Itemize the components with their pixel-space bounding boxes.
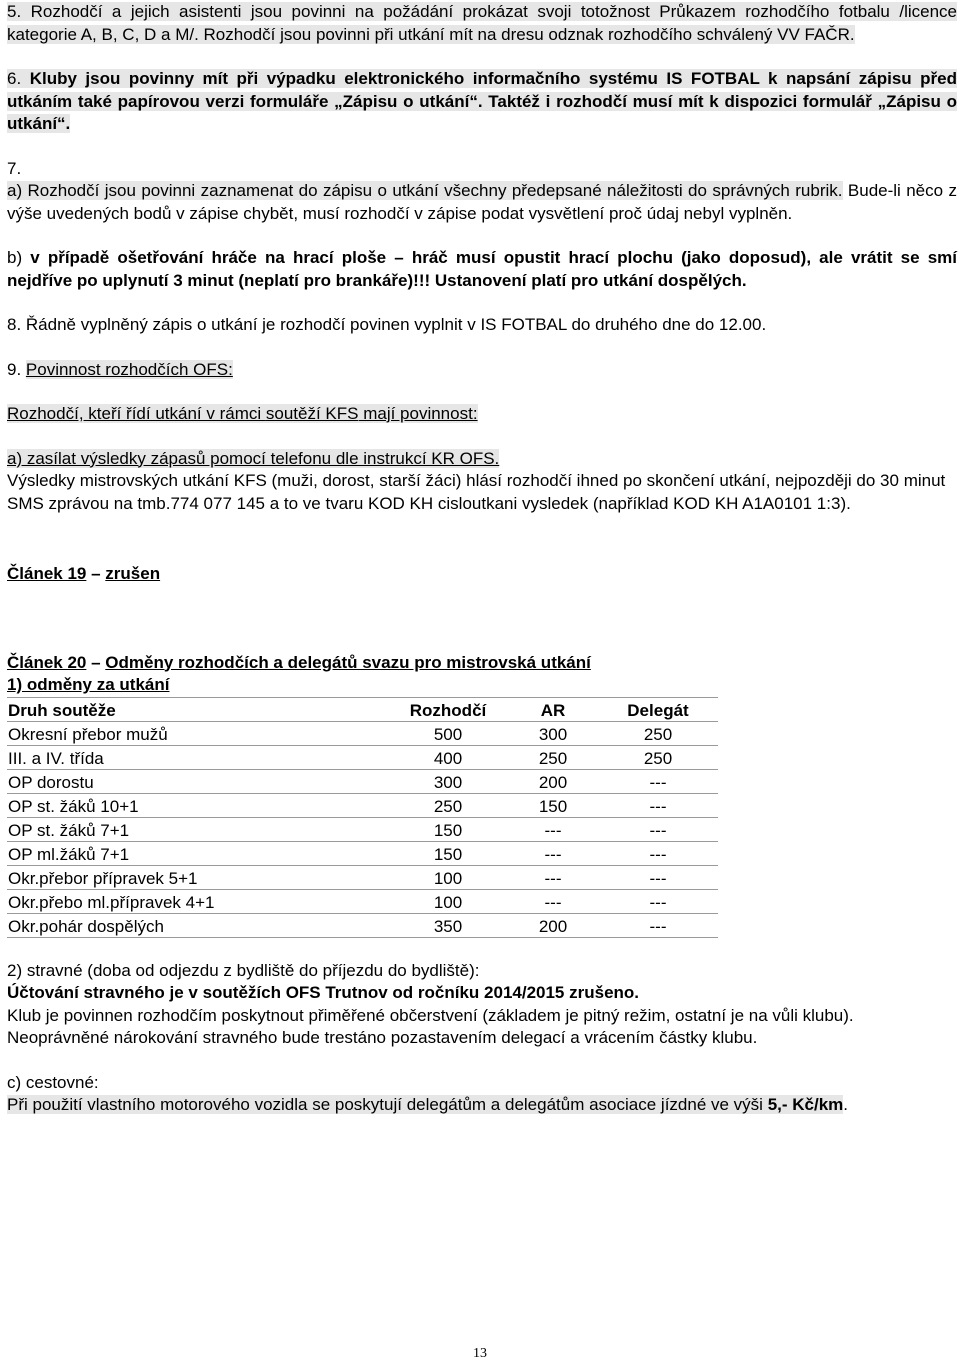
table-cell: --- (598, 817, 718, 841)
page-number: 13 (473, 1346, 487, 1361)
stravne-title: 2) stravné (doba od odjezdu z bydliště do příjezdu do bydliště): (7, 960, 480, 980)
table-cell: 500 (388, 721, 508, 745)
table-cell: 300 (388, 769, 508, 793)
spacer (7, 225, 957, 247)
spacer (7, 46, 957, 68)
spacer (7, 586, 957, 652)
table-cell: --- (598, 841, 718, 865)
table-row (7, 817, 718, 841)
item-7a-text: a) Rozhodčí jsou povinni zaznamenat do zápisu o utkání všechny předepsané náležitosti do správných rubrik. (7, 181, 843, 200)
item-5-text: 5. Rozhodčí a jejich asistenti jsou povinni na požádání prokázat svoji totožnost Průkazem rozhodčího fotbalu /licence kategorie A, B, C, D a M/. Rozhodčí jsou povinni při utkání mít na dresu odznak rozhodčího schválený VV FAČR. (7, 2, 957, 44)
item-9-point-a: a) zasílat výsledky zápasů pomocí telefonu dle instrukcí KR OFS. (7, 448, 500, 468)
item-9-line1-b: soutěží KFS (265, 404, 359, 423)
table-cell: 200 (508, 913, 598, 937)
table-cell: OP st. žáků 10+1 (7, 793, 388, 817)
table-header-cell: Druh soutěže (7, 697, 388, 721)
table-cell: Okr.přebor přípravek 5+1 (7, 865, 388, 889)
spacer (7, 515, 957, 563)
table-cell: Okresní přebor mužů (7, 721, 388, 745)
spacer (7, 292, 957, 314)
table-cell: --- (598, 913, 718, 937)
paragraph-item-8: 8. Řádně vyplněný zápis o utkání je rozhodčí povinen vyplnit v IS FOTBAL do druhého dne do 12.00. (7, 315, 767, 334)
table-cell: --- (598, 889, 718, 913)
rewards-table (7, 697, 718, 938)
article-20-title: Odměny rozhodčích a delegátů svazu pro mistrovská utkání (105, 652, 591, 672)
table-cell: --- (508, 865, 598, 889)
item-7b-bold-text: v případě ošetřování hráče na hrací ploše – hráč musí opustit hrací plochu (jako doposud), ale vrátit se smí nejdříve po uplynutí 3 minut (neplatí pro brankáře)!!! Ustanovení platí pro utkání dospělých. (7, 248, 957, 290)
table-cell: 100 (388, 889, 508, 913)
table-cell: 250 (598, 745, 718, 769)
table-header-cell: AR (508, 697, 598, 721)
table-cell: --- (598, 769, 718, 793)
table-cell: 250 (598, 721, 718, 745)
table-cell: OP ml.žáků 7+1 (7, 841, 388, 865)
table-cell: --- (598, 793, 718, 817)
spacer (7, 381, 957, 403)
item-7b-prefix: b) (7, 248, 31, 267)
table-cell: 150 (388, 841, 508, 865)
table-row (7, 793, 718, 817)
table-cell: 200 (508, 769, 598, 793)
cestovne-end: . (843, 1095, 849, 1114)
paragraph-item-6 (7, 68, 957, 136)
table-cell: 350 (388, 913, 508, 937)
table-cell: 250 (508, 745, 598, 769)
table-cell: 150 (508, 793, 598, 817)
table-cell: III. a IV. třída (7, 745, 388, 769)
item-7-number: 7. (7, 158, 22, 178)
item-6-text-a: Kluby jsou povinny mít při výpadku elektronického informačního systému IS FOTBAL k napsání zápisu před utkáním také papírovou verzi formuláře „Zápisu o utkání“. (7, 69, 957, 111)
item-9-number: 9. (7, 359, 26, 379)
stravne-paragraph-1: Klub je povinnen rozhodčím poskytnout přiměřené občerstvení (základem je pitný režim, ostatní je na vůli klubu). (7, 1005, 854, 1025)
paragraph-item-9-body: Výsledky mistrovských utkání KFS (muži, dorost, starší žáci) hlásí rozhodčí ihned po skončení utkání, nejpozději do 30 minut SMS zprávou na tmb.774 077 145 a to ve tvaru KOD KH cisloutkani vysledek (například KOD KH A1A0101 1:3). (7, 471, 946, 513)
item-9-title: Povinnost rozhodčích OFS: (25, 359, 233, 379)
table-row (7, 841, 718, 865)
table-cell: 400 (388, 745, 508, 769)
spacer (7, 938, 957, 960)
paragraph-item-9-line1 (7, 403, 957, 426)
table-cell: Okr.přebo ml.přípravek 4+1 (7, 889, 388, 913)
article-20-subheading (7, 674, 957, 697)
table-cell: Okr.pohár dospělých (7, 913, 388, 937)
paragraph-item-5 (7, 1, 957, 46)
table-cell: 100 (388, 865, 508, 889)
table-cell: 150 (388, 817, 508, 841)
item-6-number: 6. (7, 69, 30, 88)
table-cell: --- (508, 817, 598, 841)
table-cell: --- (508, 889, 598, 913)
item-9-line1-a: Rozhodčí, kteří řídí utkání v rámci (7, 404, 266, 423)
item-7a-text-2: Bude-li něco z výše uvedených bodů v zápise chybět, musí rozhodčí v zápise podat vysvětlení proč údaj nebyl vyplněn. (7, 181, 958, 223)
article-20-heading (7, 652, 957, 675)
table-row (7, 721, 718, 745)
table-cell: --- (508, 841, 598, 865)
table-cell: OP st. žáků 7+1 (7, 817, 388, 841)
spacer (7, 1050, 957, 1072)
table-row (7, 769, 718, 793)
spacer (7, 426, 957, 448)
paragraph-item-9-point-a (7, 448, 957, 471)
spacer (7, 337, 957, 359)
table-header-cell: Delegát (598, 697, 718, 721)
table-row (7, 889, 718, 913)
document-page (7, 0, 957, 1117)
article-19-heading (7, 563, 957, 586)
paragraph-item-7a (7, 180, 957, 225)
table-header-cell: Rozhodčí (388, 697, 508, 721)
paragraph-item-7b (7, 247, 957, 292)
spacer (7, 136, 957, 158)
table-row (7, 913, 718, 937)
item-6-text-b: Taktéž i rozhodčí musí mít k dispozici formulář „Zápisu o utkání“. (7, 91, 958, 133)
article-20-label: Článek 20 (7, 652, 87, 672)
table-header-row (7, 697, 718, 721)
paragraph-item-9-title (7, 359, 957, 382)
article-20-dash: – (86, 652, 106, 672)
cestovne-title: c) cestovné: (7, 1072, 99, 1092)
article-20-subtitle: 1) odměny za utkání (7, 675, 170, 694)
table-cell: OP dorostu (7, 769, 388, 793)
table-row (7, 745, 718, 769)
article-19-label: Článek 19 (7, 564, 87, 583)
table-row (7, 865, 718, 889)
stravne-bold-note: Účtování stravného je v soutěžích OFS Trutnov od ročníku 2014/2015 zrušeno. (7, 983, 640, 1002)
table-cell: --- (598, 865, 718, 889)
cestovne-text: Při použití vlastního motorového vozidla se poskytují delegátům a delegátům asociace jízdné ve výši (7, 1095, 768, 1114)
article-19-dash: – (86, 564, 106, 583)
cestovne-paragraph (7, 1094, 957, 1117)
table-cell: 300 (508, 721, 598, 745)
article-19-status: zrušen (105, 564, 161, 583)
stravne-paragraph-2: Neoprávněné nárokování stravného bude trestáno pozastavením delegací a vrácením částky klubu. (7, 1028, 758, 1047)
item-9-line1-c: mají povinnost: (358, 404, 478, 423)
cestovne-rate: 5,- Kč/km (767, 1095, 844, 1114)
table-cell: 250 (388, 793, 508, 817)
